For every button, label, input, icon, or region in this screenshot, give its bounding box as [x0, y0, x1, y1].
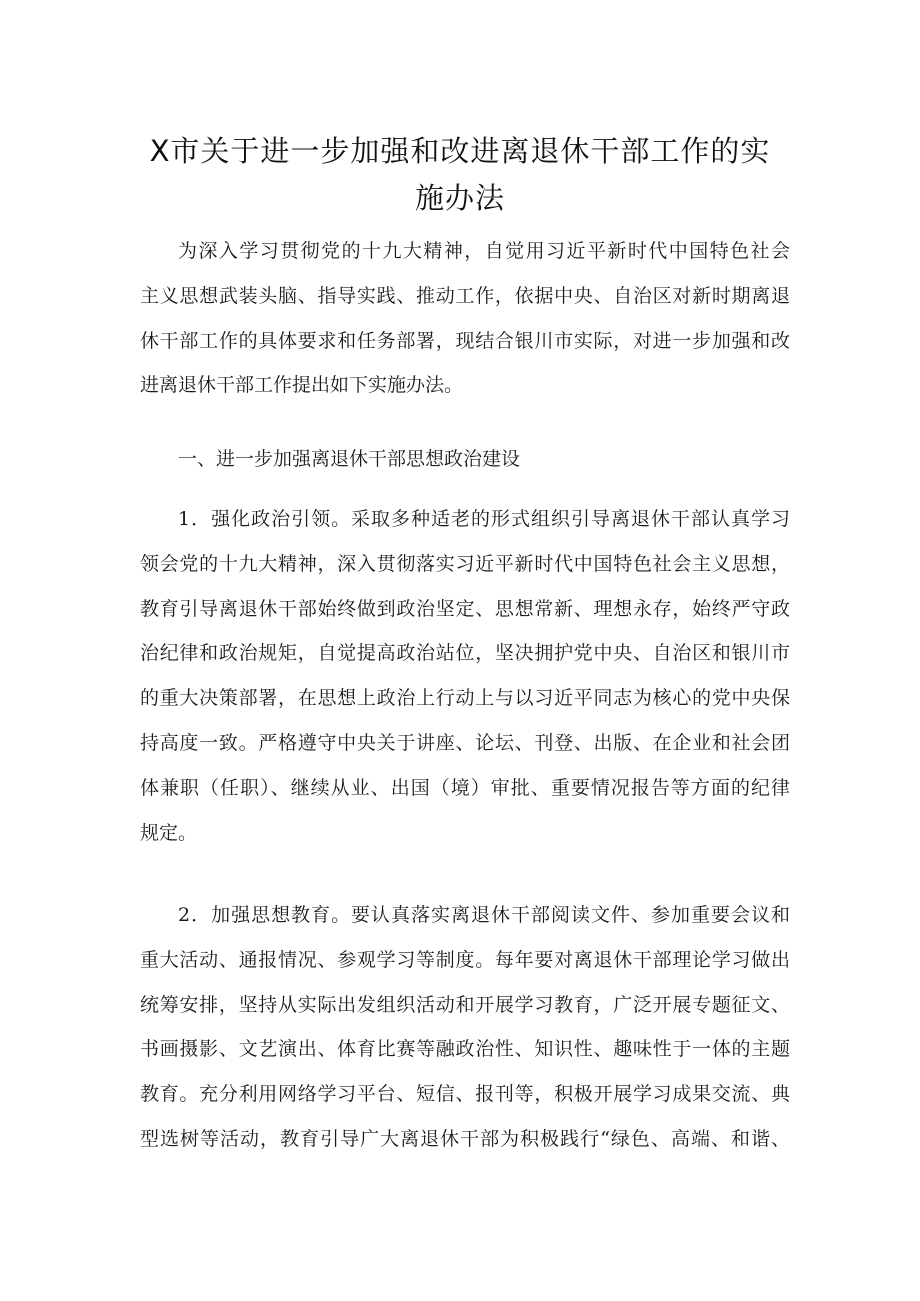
item-1-paragraph	[140, 497, 790, 855]
paragraph-line: 统筹安排，坚持从实际出发组织活动和开展学习教育，广泛开展专题征文、	[140, 993, 790, 1016]
paragraph-line: 为深入学习贯彻党的十九大精神，自觉用习近平新时代中国特色社会	[178, 240, 790, 262]
intro-paragraph	[140, 229, 790, 408]
paragraph-line: 教育引导离退休干部始终做到政治坚定、思想常新、理想永存，始终严守政	[140, 597, 790, 620]
paragraph-line: 治纪律和政治规矩，自觉提高政治站位，坚决拥护党中央、自治区和银川市	[140, 642, 790, 665]
paragraph-line: 教育。充分利用网络学习平台、短信、报刊等，积极开展学习成果交流、典	[140, 1083, 790, 1106]
paragraph-line: 书画摄影、文艺演出、体育比赛等融政治性、知识性、趣味性于一体的主题	[140, 1038, 790, 1061]
item-2-paragraph	[140, 893, 790, 1162]
document-title-line-1: X市关于进一步加强和改进离退休干部工作的实	[149, 134, 771, 168]
paragraph-line: 重大活动、通报情况、参观学习等制度。每年要对离退休干部理论学习做出	[140, 948, 790, 971]
document-title-line-2: 施办法	[414, 181, 505, 215]
paragraph-line: 型选树等活动，教育引导广大离退休干部为积极践行“绿色、高端、和谐、	[140, 1127, 790, 1150]
paragraph-line: 规定。	[140, 821, 198, 844]
paragraph-line: 1．强化政治引领。采取多种适老的形式组织引导离退休干部认真学习	[178, 508, 790, 530]
paragraph-line: 领会党的十九大精神，深入贯彻落实习近平新时代中国特色社会主义思想，	[140, 552, 790, 575]
paragraph-line: 的重大决策部署，在思想上政治上行动上与以习近平同志为核心的党中央保	[140, 687, 790, 710]
paragraph-line: 持高度一致。严格遵守中央关于讲座、论坛、刊登、出版、在企业和社会团	[140, 731, 790, 754]
section-heading: 一、进一步加强离退休干部思想政治建设	[178, 448, 521, 470]
paragraph-line: 2．加强思想教育。要认真落实离退休干部阅读文件、参加重要会议和	[178, 904, 790, 926]
paragraph-line: 休干部工作的具体要求和任务部署，现结合银川市实际，对进一步加强和改	[140, 329, 790, 352]
paragraph-line: 体兼职（任职）、继续从业、出国（境）审批、重要情况报告等方面的纪律	[140, 776, 790, 799]
paragraph-line: 主义思想武装头脑、指导实践、推动工作，依据中央、自治区对新时期离退	[140, 284, 790, 307]
paragraph-line: 进离退休干部工作提出如下实施办法。	[140, 374, 464, 397]
